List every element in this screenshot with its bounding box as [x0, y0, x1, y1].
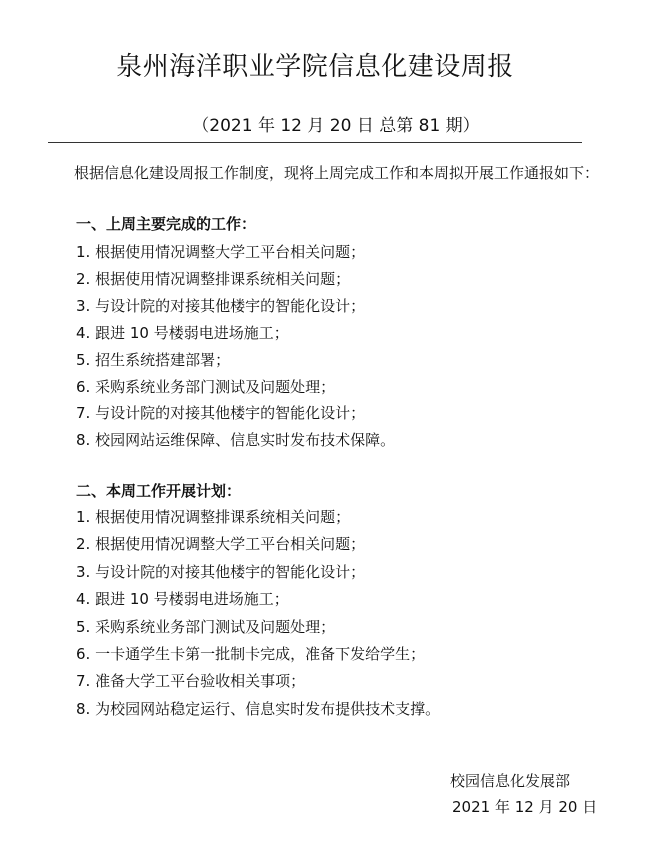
- list-item: 6. 采购系统业务部门测试及问题处理；: [76, 377, 336, 396]
- issue-line: （2021 年 12 月 20 日 总第 81 期）: [192, 116, 480, 136]
- list-item: 3. 与设计院的对接其他楼宇的智能化设计；: [76, 296, 366, 315]
- list-item: 2. 根据使用情况调整大学工平台相关问题；: [76, 535, 366, 554]
- list-item: 4. 跟进 10 号楼弱电进场施工；: [76, 590, 289, 609]
- list-item: 1. 根据使用情况调整排课系统相关问题；: [76, 508, 351, 526]
- list-item: 8. 为校园网站稳定运行、信息实时发布提供技术支撑。: [76, 699, 441, 718]
- list-item: 2. 根据使用情况调整排课系统相关问题；: [76, 269, 351, 288]
- this-week-list: [76, 504, 440, 723]
- last-week-list: [76, 239, 395, 454]
- list-item: 1. 根据使用情况调整大学工平台相关问题；: [76, 243, 366, 261]
- list-item: 6. 一卡通学生卡第一批制卡完成，准备下发给学生；: [76, 645, 426, 664]
- list-item: 7. 与设计院的对接其他楼宇的智能化设计；: [76, 404, 366, 423]
- signature-department: 校园信息化发展部: [450, 772, 571, 790]
- intro-paragraph: 根据信息化建设周报工作制度，现将上周完成工作和本周拟开展工作通报如下：: [74, 164, 600, 182]
- list-item: 4. 跟进 10 号楼弱电进场施工；: [76, 323, 289, 342]
- list-item: 7. 准备大学工平台验收相关事项；: [76, 672, 306, 691]
- header-divider: [48, 142, 582, 143]
- list-item: 5. 招生系统搭建部署；: [76, 350, 231, 369]
- list-item: 5. 采购系统业务部门测试及问题处理；: [76, 617, 336, 636]
- list-item: 8. 校园网站运维保障、信息实时发布技术保障。: [76, 431, 396, 450]
- signature-date: 2021 年 12 月 20 日: [452, 798, 598, 816]
- section-heading-last-week: 一、上周主要完成的工作：: [76, 215, 257, 233]
- section-heading-this-week: 二、本周工作开展计划：: [76, 482, 242, 500]
- list-item: 3. 与设计院的对接其他楼宇的智能化设计；: [76, 562, 366, 581]
- report-title: 泉州海洋职业学院信息化建设周报: [116, 52, 514, 82]
